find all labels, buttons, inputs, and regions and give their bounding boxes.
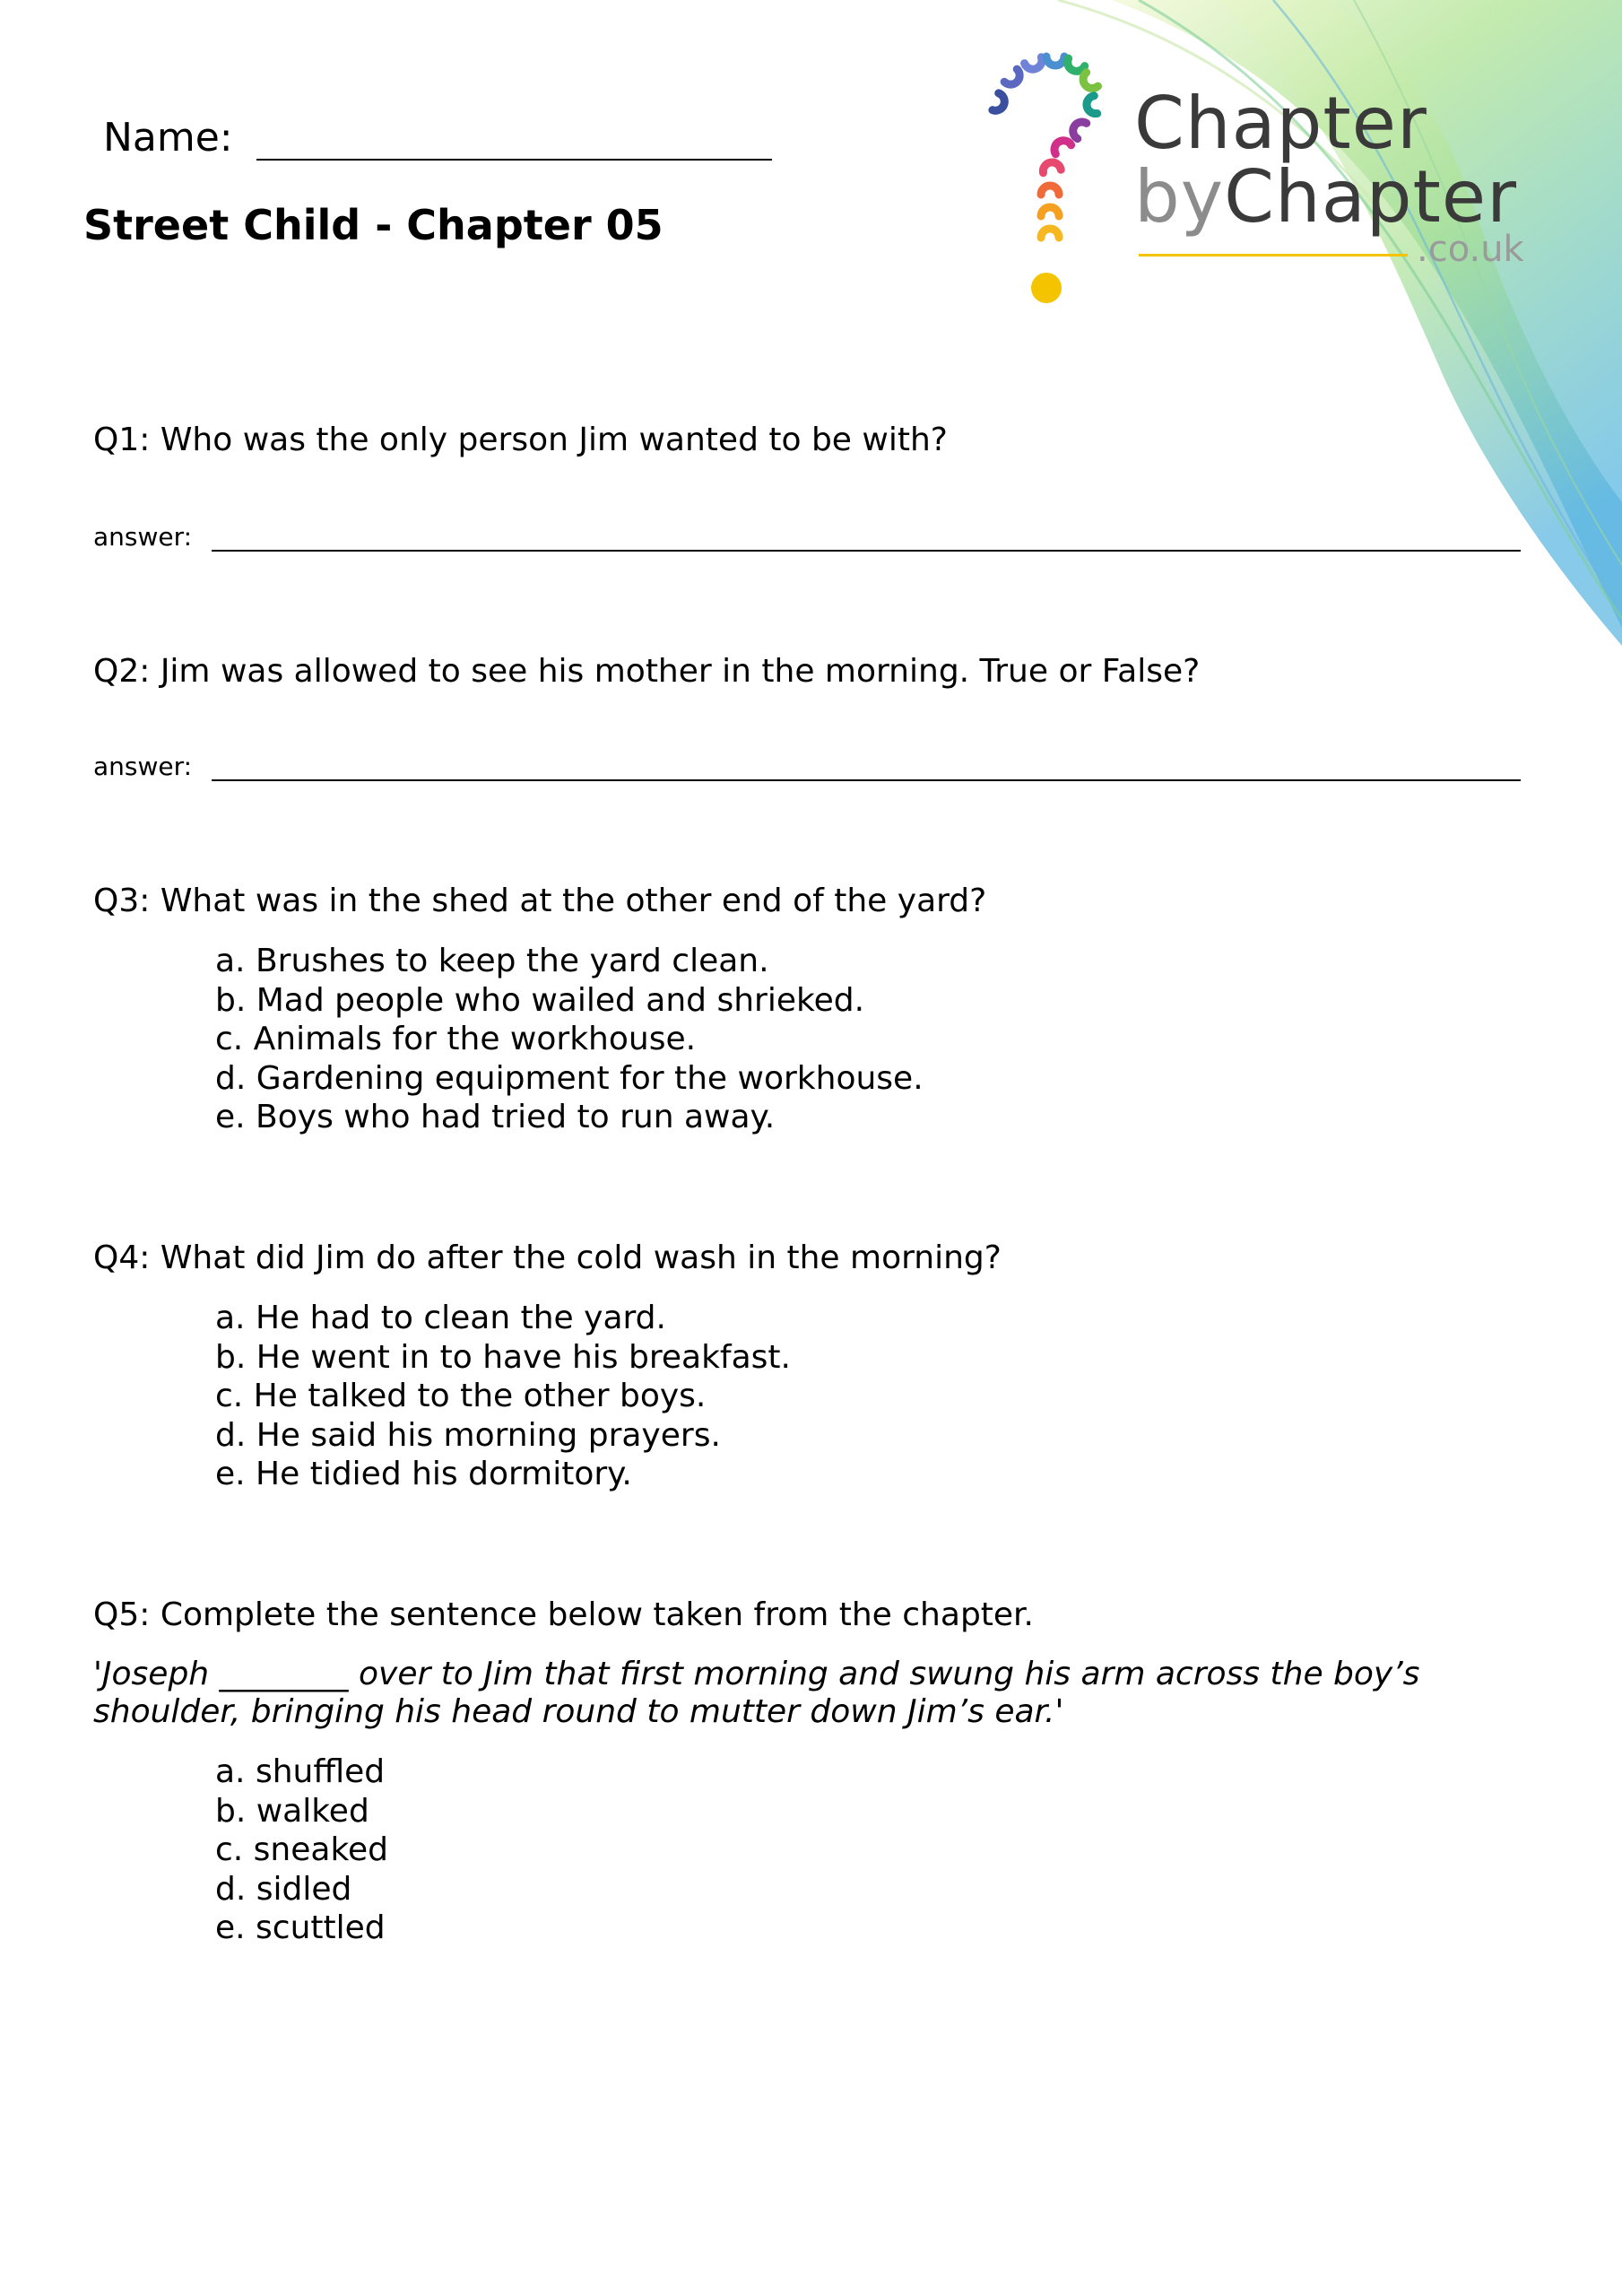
option-a: a. He had to clean the yard. [215,1300,666,1336]
question-4: Q4: What did Jim do after the cold wash in the morning? [93,1239,1002,1276]
option-e: e. Boys who had tried to run away. [215,1099,776,1135]
option-d: d. Gardening equipment for the workhouse. [215,1059,924,1097]
logo-domain: .co.uk [1417,229,1524,270]
options-q4 [215,1299,791,1494]
answer-label: answer: [93,522,193,552]
option-e: e. scuttled [215,1909,386,1946]
answer-row-2 [93,752,1528,781]
option-c: c. sneaked [215,1831,389,1868]
option-c: c. Animals for the workhouse. [215,1021,697,1057]
options-q5 [215,1752,388,1948]
logo-by-chapter [1134,155,1517,239]
question-5: Q5: Complete the sentence below taken from the chapter. [93,1596,1034,1633]
option-e: e. He tidied his dormitory. [215,1456,632,1492]
option-b: b. He went in to have his breakfast. [215,1338,791,1376]
worksheet-title: Street Child - Chapter 05 [83,201,664,249]
option-c: c. He talked to the other boys. [215,1378,707,1414]
quote-line-1: 'Joseph ________ over to Jim that first morning and swung his arm across the boy’s [93,1656,1420,1692]
name-label: Name: [103,115,233,161]
option-a: a. shuffled [215,1753,386,1790]
quote-line-2: shoulder, bringing his head round to mutter down Jim’s ear.' [93,1693,1064,1730]
question-1: Q1: Who was the only person Jim wanted to be with? [93,422,948,458]
name-row [103,115,772,161]
option-d: d. sidled [215,1870,352,1908]
logo-chapter: Chapter [1134,82,1427,165]
quote-sentence [93,1656,1564,1731]
logo-chapter-2: Chapter [1224,155,1517,239]
option-b: b. walked [215,1792,369,1830]
answer-line-1[interactable] [212,525,1521,552]
logo-by: by [1134,155,1225,239]
answer-row-1 [93,522,1528,552]
option-b: b. Mad people who wailed and shrieked. [215,981,865,1019]
name-input-line[interactable] [256,123,772,161]
logo-underline [1139,254,1408,257]
option-d: d. He said his morning prayers. [215,1416,721,1454]
chapter-by-chapter-logo [964,49,1538,318]
answer-label: answer: [93,752,193,781]
answer-line-2[interactable] [212,754,1521,781]
options-q3 [215,942,924,1137]
question-2: Q2: Jim was allowed to see his mother in the morning. True or False? [93,653,1201,690]
option-a: a. Brushes to keep the yard clean. [215,943,769,979]
question-3: Q3: What was in the shed at the other end of the yard? [93,883,987,919]
